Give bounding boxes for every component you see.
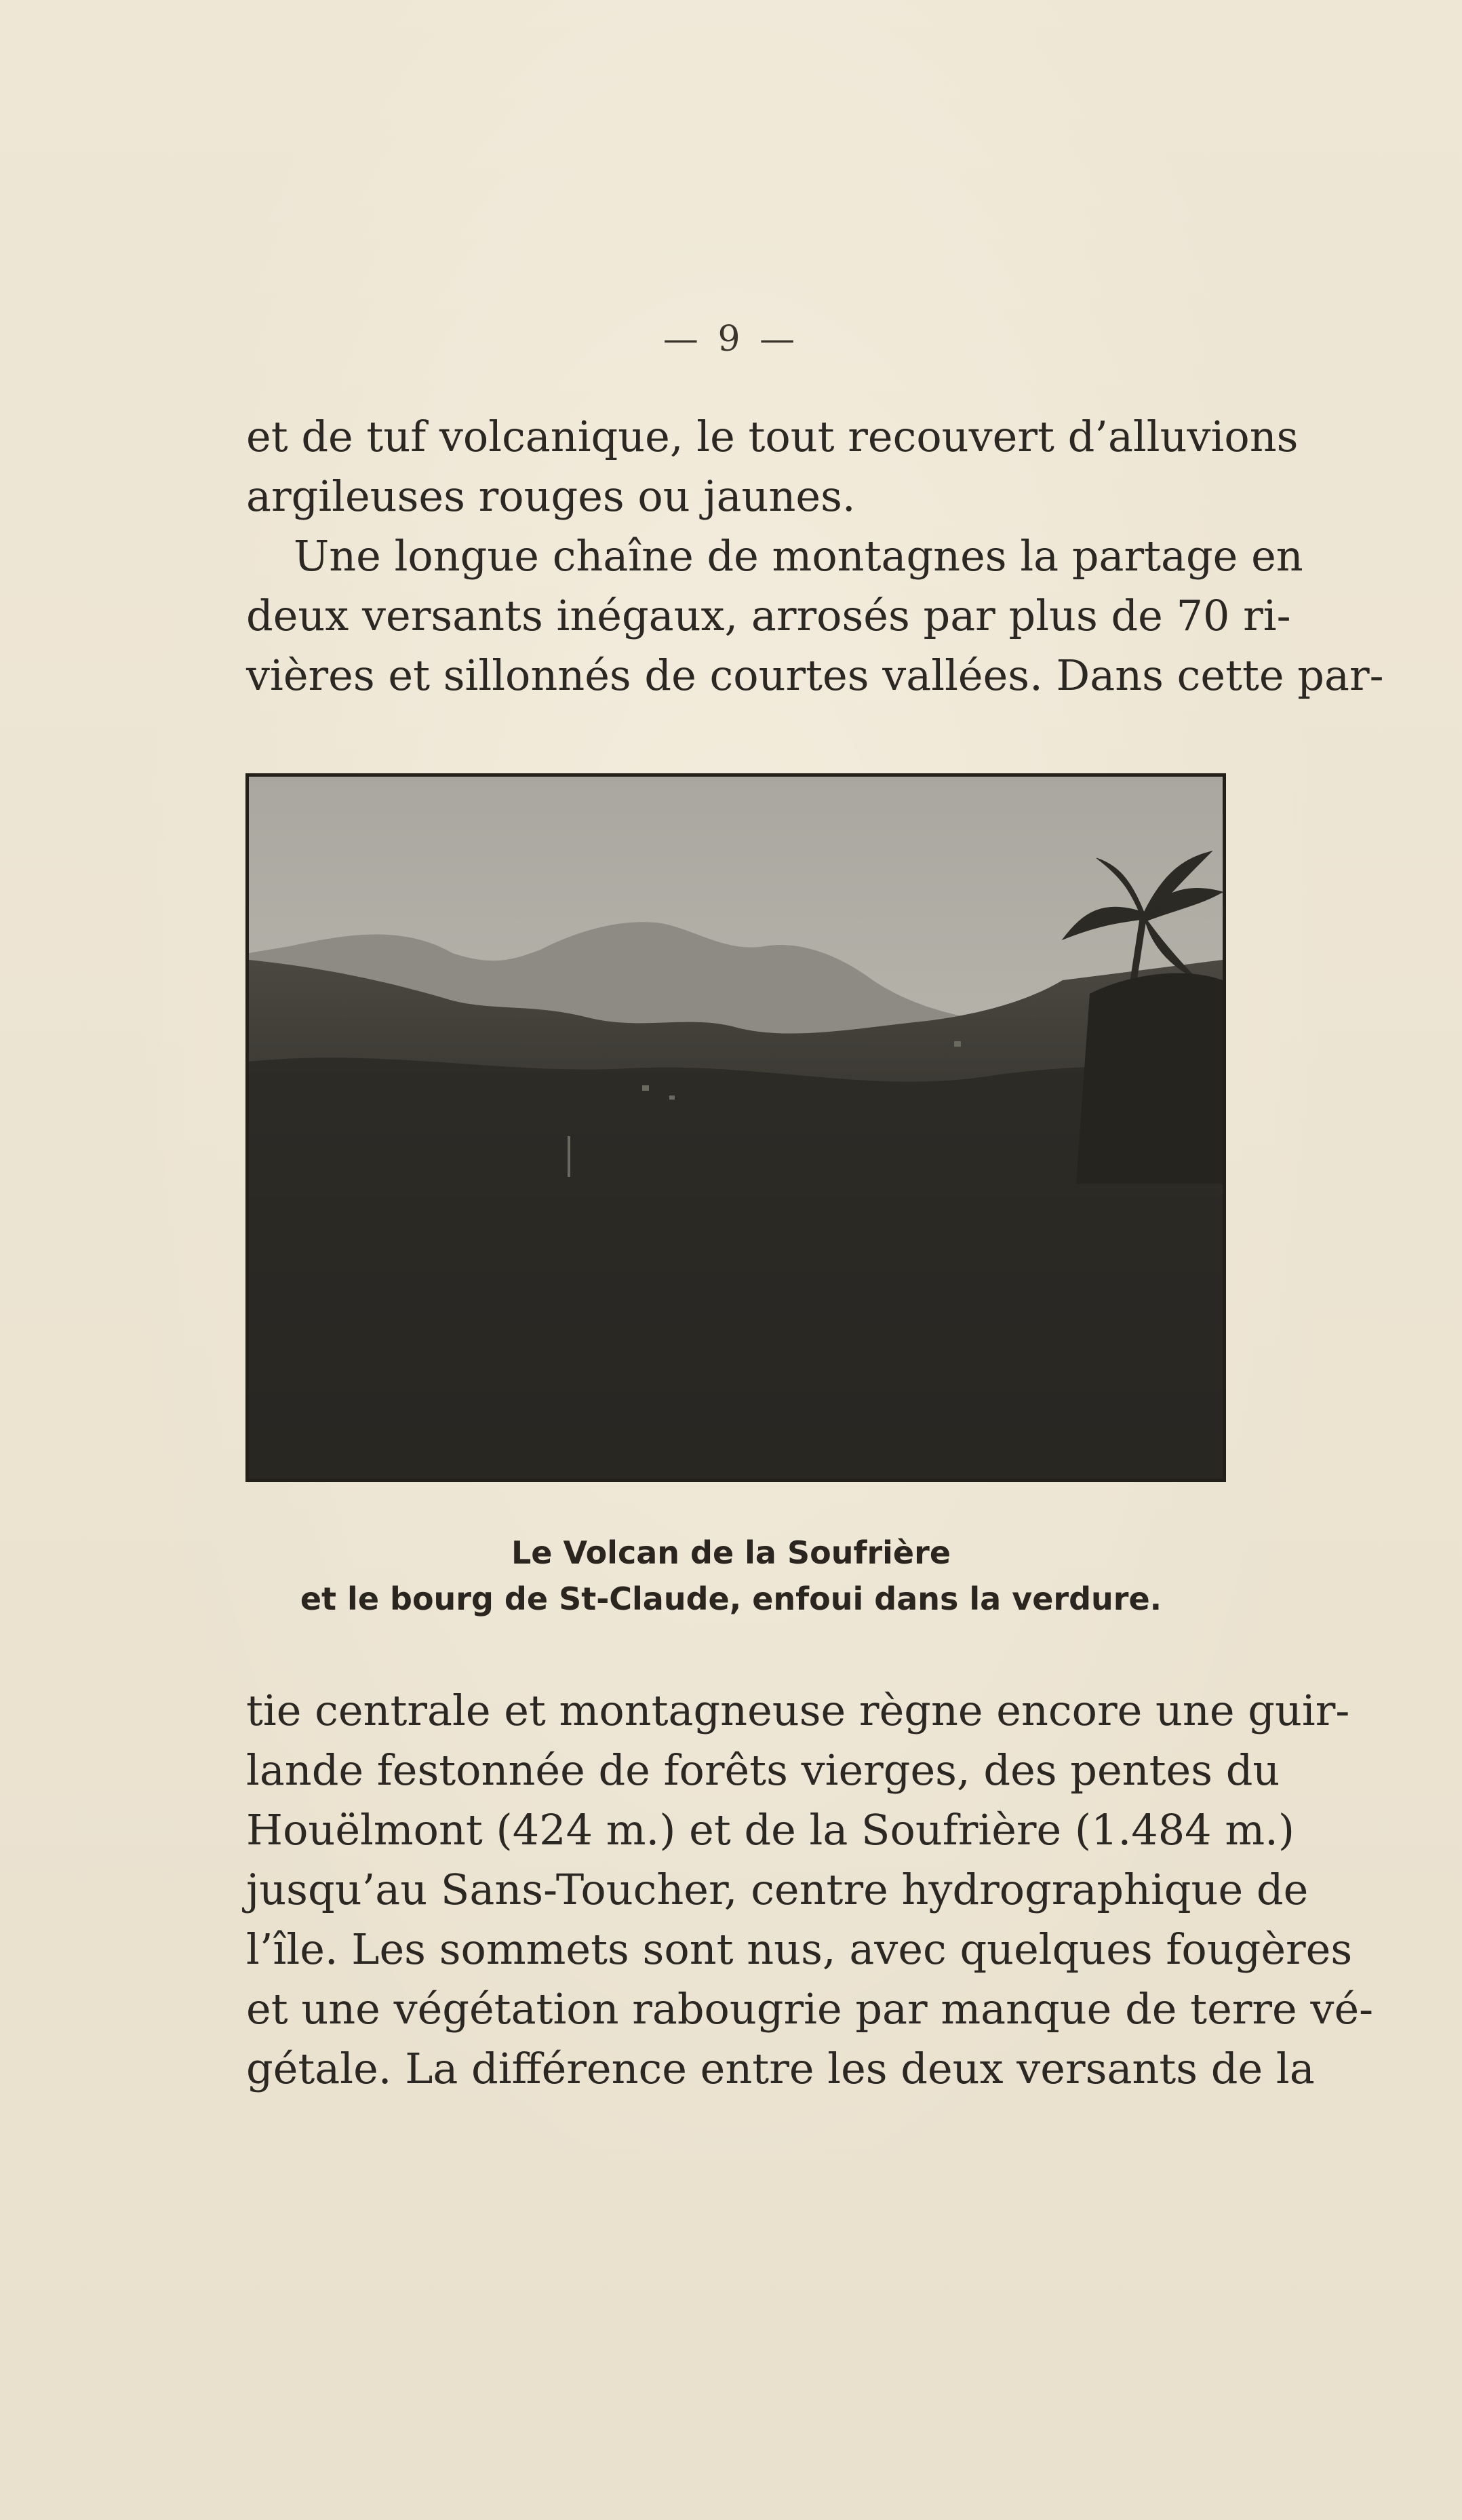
- text-line: deux versants inégaux, arrosés par plus de 70 ri-: [246, 591, 1291, 640]
- text-line: gétale. La différence entre les deux versants de la: [246, 2044, 1315, 2093]
- volcano-photograph: [245, 773, 1226, 1482]
- text-line: vières et sillonnés de courtes vallées. Dans cette par-: [246, 651, 1384, 700]
- text-line: et une végétation rabougrie par manque de terre vé-: [246, 1984, 1374, 2034]
- figure-caption-title: Le Volcan de la Soufrière: [511, 1534, 951, 1571]
- forest-foreground: [249, 1058, 1223, 1479]
- text-line: Une longue chaîne de montagnes la partage en: [294, 531, 1303, 581]
- text-line: Houëlmont (424 m.) et de la Soufrière (1.484 m.): [246, 1805, 1295, 1855]
- text-line: l’île. Les sommets sont nus, avec quelques fougères: [246, 1924, 1353, 1974]
- text-line: jusqu’au Sans-Toucher, centre hydrographique de: [246, 1865, 1309, 1914]
- paragraph-bottom: [246, 1681, 1374, 2099]
- figure-caption-subtitle: et le bourg de St-Claude, enfoui dans la verdure.: [300, 1581, 1162, 1617]
- text-line: lande festonnée de forêts vierges, des pentes du: [246, 1745, 1280, 1795]
- paragraph-top: [246, 407, 1384, 705]
- text-line: et de tuf volcanique, le tout recouvert d’alluvions: [246, 412, 1299, 461]
- text-line: argileuses rouges ou jaunes.: [246, 471, 856, 521]
- text-line: tie centrale et montagneuse règne encore une guir-: [246, 1686, 1350, 1735]
- landscape-photo-illustration: [249, 777, 1223, 1479]
- page-number: — 9 —: [663, 319, 799, 360]
